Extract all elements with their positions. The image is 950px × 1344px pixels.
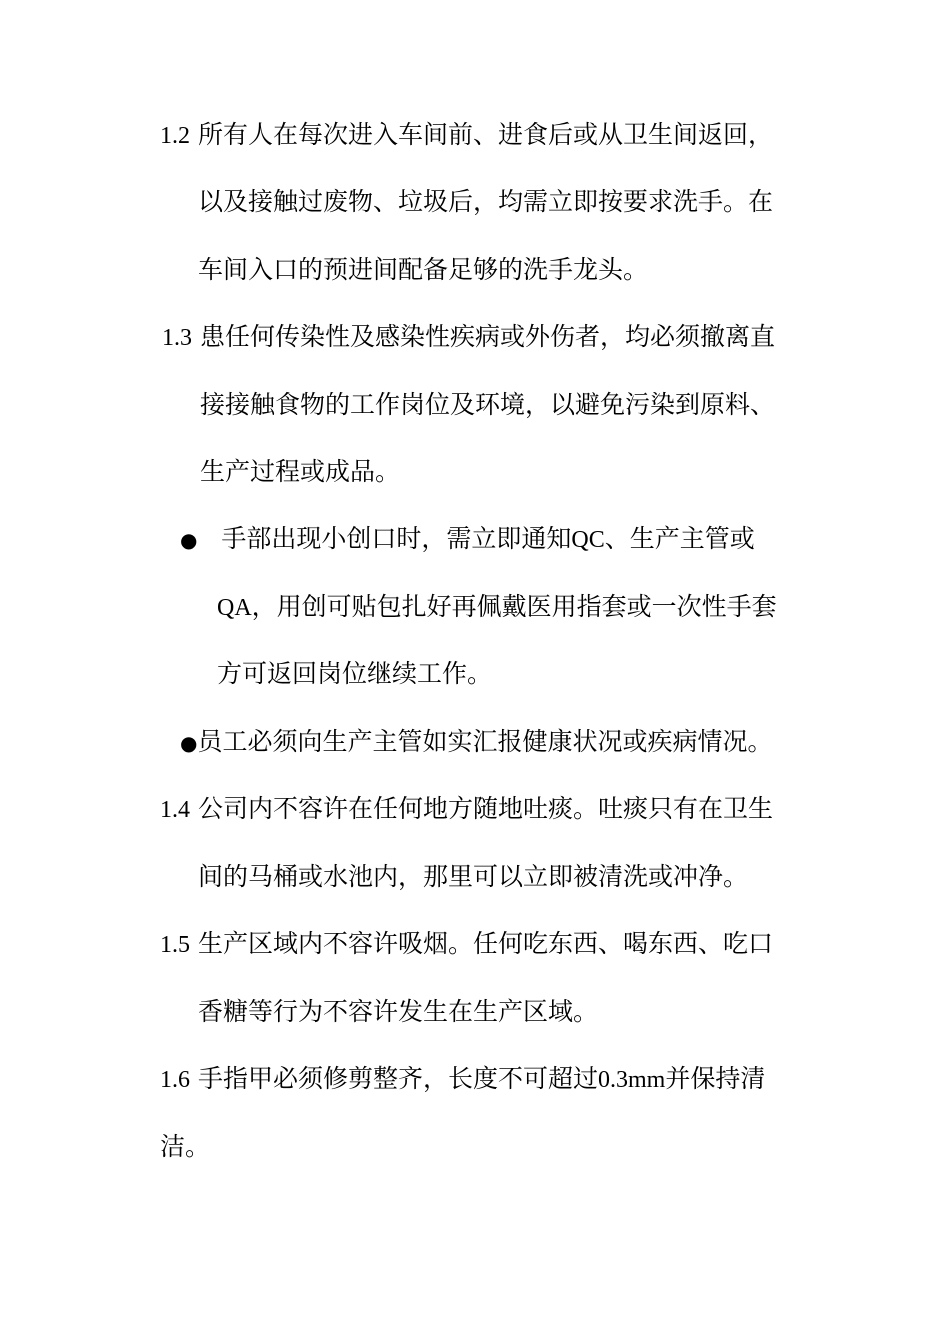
- bullet-1-text-line-2: ，用创可贴包扎好再佩戴医用指套或一次性手套: [251, 592, 777, 621]
- item-1-5-number: 1.5: [160, 932, 190, 958]
- item-1-6-line-1: [160, 1062, 765, 1097]
- item-1-2-text-line-3: 车间入口的预进间配备足够的洗手龙头。: [198, 255, 649, 284]
- bullet-2-marker: ●: [180, 731, 198, 755]
- bullet-1-text-b: 、生产主管或: [604, 524, 755, 553]
- item-1-5-line-2: [198, 995, 598, 1029]
- bullet-1-text-a: 手部出现小创口时，需立即通知: [221, 524, 572, 553]
- item-1-2-line-1: [160, 118, 773, 153]
- bullet-1-qc: QC: [571, 527, 605, 553]
- item-1-6-text-a: 手指甲必须修剪整齐，长度不可超过: [197, 1064, 598, 1093]
- item-1-6-number: 1.6: [160, 1067, 190, 1093]
- bullet-1-line-3: [217, 657, 492, 691]
- item-1-4-line-1: [160, 792, 773, 827]
- item-1-5-line-1: [160, 927, 773, 962]
- item-1-3-text-line-3: 生产过程或成品。: [200, 457, 401, 486]
- item-1-4-line-2: [198, 860, 748, 894]
- bullet-1-qa: QA: [217, 595, 252, 621]
- bullet-1-line-2: [217, 590, 777, 625]
- bullet-1-line-1: [180, 522, 755, 557]
- item-1-2-line-2: [198, 185, 773, 219]
- item-1-4-text-line-1: 公司内不容许在任何地方随地吐痰。吐痰只有在卫生: [197, 794, 773, 823]
- item-1-2-text-line-1: 所有人在每次进入车间前、进食后或从卫生间返回，: [197, 120, 773, 149]
- item-1-6-text-b: 并保持清: [665, 1064, 766, 1093]
- item-1-2-number: 1.2: [160, 123, 190, 149]
- item-1-5-text-line-1: 生产区域内不容许吸烟。任何吃东西、喝东西、吃口: [197, 929, 773, 958]
- item-1-3-line-2: [200, 388, 775, 422]
- bullet-2-text: 员工必须向生产主管如实汇报健康状况或疾病情况。: [197, 727, 773, 756]
- item-1-3-text-line-1: 患任何传染性及感染性疾病或外伤者，均必须撤离直: [199, 322, 775, 351]
- bullet-1-marker: ●: [180, 528, 198, 552]
- item-1-6-measure: 0.3mm: [597, 1067, 666, 1093]
- item-1-6-text-line-2: 洁。: [160, 1132, 211, 1161]
- item-1-4-number: 1.4: [160, 797, 190, 823]
- item-1-3-text-line-2: 接接触食物的工作岗位及环境，以避免污染到原料、: [200, 390, 776, 419]
- bullet-1-text-line-3: 方可返回岗位继续工作。: [217, 659, 493, 688]
- item-1-3-line-1: [162, 320, 775, 355]
- item-1-3-line-3: [200, 455, 400, 489]
- item-1-4-text-line-2: 间的马桶或水池内，那里可以立即被清洗或冲净。: [198, 862, 749, 891]
- item-1-6-line-2: [160, 1130, 210, 1164]
- item-1-2-line-3: [198, 253, 648, 287]
- item-1-3-number: 1.3: [162, 325, 192, 351]
- item-1-2-text-line-2: 以及接触过废物、垃圾后，均需立即按要求洗手。在: [198, 187, 774, 216]
- item-1-5-text-line-2: 香糖等行为不容许发生在生产区域。: [198, 997, 599, 1026]
- bullet-2-line-1: [180, 725, 772, 760]
